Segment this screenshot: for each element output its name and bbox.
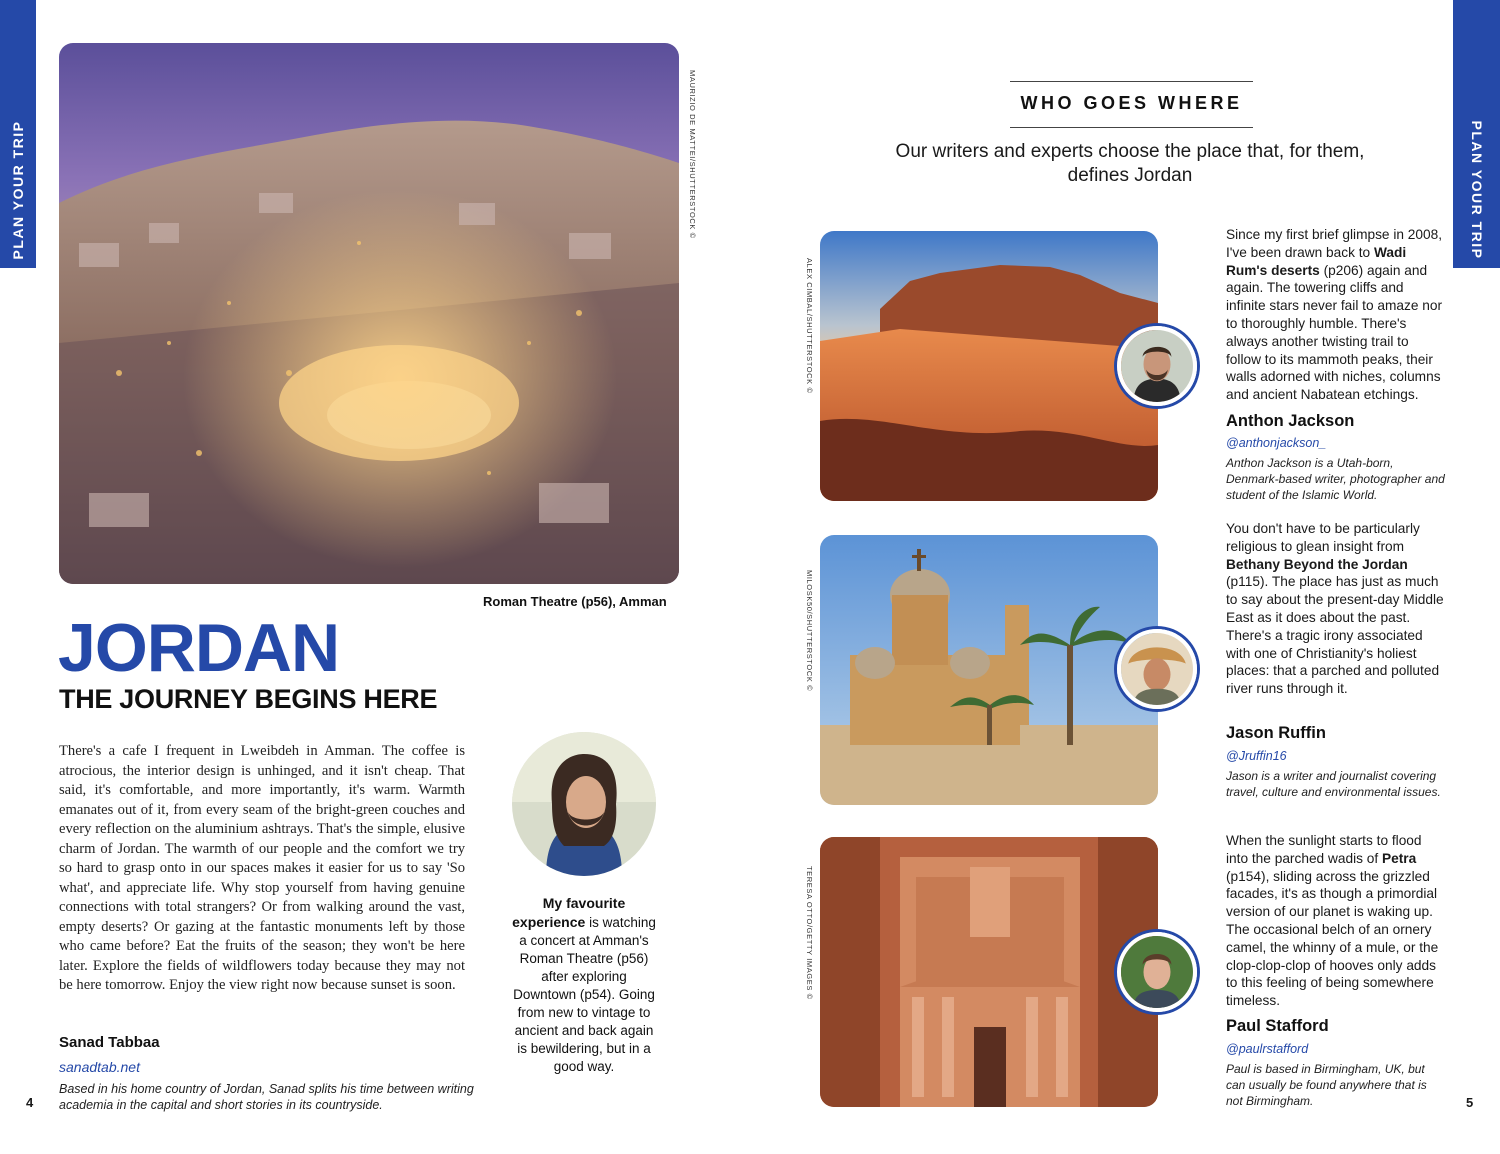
photo-credit: ALEX CIMBAL/SHUTTERSTOCK © xyxy=(805,258,814,394)
favourite-experience xyxy=(508,894,660,1076)
writer-handle-link[interactable]: @Jruffin16 xyxy=(1226,749,1287,763)
side-tab-label: PLAN YOUR TRIP xyxy=(10,120,26,260)
side-tab-left xyxy=(0,0,36,268)
photo-bethany-church xyxy=(820,535,1158,805)
blurb-text: (p154), sliding across the grizzled facades, it's as though a primordial version of our planet is waking up. The occasional belch of an ornery camel, the whinny of a mule, or the clop-clop-clop of hooves only adds to this feeling of being somewhere timeless. xyxy=(1226,868,1439,1009)
writer-name: Paul Stafford xyxy=(1226,1017,1329,1035)
writer-portrait-paul-stafford xyxy=(1117,932,1197,1012)
side-tab-label: PLAN YOUR TRIP xyxy=(1468,120,1485,260)
heading-rule-bottom xyxy=(1010,127,1253,128)
blurb-place: Petra xyxy=(1381,850,1417,866)
author-website-link[interactable]: sanadtab.net xyxy=(59,1059,140,1075)
blurb-place: Wadi Rum's deserts xyxy=(1226,244,1407,278)
blurb-text: (p115). The place has just as much to say about the present-day Middle East as it does about the past. There's a tragic irony associated with one of Christianity's holiest places: that a parched and polluted river runs through it. xyxy=(1226,574,1444,697)
favourite-text: is watching a concert at Amman's Roman Theatre (p56) after exploring Downtown (p54). Going from new to vintage to ancient and back again is bewildering, but in a good way. xyxy=(513,915,656,1074)
photo-credit: MILOSK50/SHUTTERSTOCK © xyxy=(805,570,814,692)
hero-photo-amman xyxy=(59,43,679,584)
page-number-left: 4 xyxy=(26,1095,34,1110)
section-subheading: Our writers and experts choose the place that, for them, defines Jordan xyxy=(895,141,1365,186)
writer-bio: Jason is a writer and journalist covering travel, culture and environmental issues. xyxy=(1226,769,1441,799)
side-tab-right xyxy=(1453,0,1500,268)
intro-essay: There's a cafe I frequent in Lweibdeh in Amman. The coffee is atrocious, the interior design is unhinged, and it isn't cheap. That said, it's comfortable, and more importantly, it's warm. Warmth emanates out of it, from every seam of the bright-green couches and every reflection on the aluminium ashtrays. That's the simple, elusive charm of Jordan. The warmth of our people and the comfort we try so hard to grasp onto in our spaces makes it easier for us to say 'So what', and appreciate life. Why stop yourself from having genuine connections with total strangers? Or from walking around the vast, empty deserts? Or gazing at the fantastic monuments left by those who came before? Eat the fruits of the season; they won't be here later. Explore the fields of wildflowers today because they may not be here tomorrow. Enjoy the view right now because sunset is soon. xyxy=(59,743,465,993)
page-title: JORDAN xyxy=(58,610,340,686)
writer-portrait-jason-ruffin xyxy=(1117,629,1197,709)
hero-caption: Roman Theatre (p56), Amman xyxy=(483,594,667,609)
blurb-text: Since my first brief glimpse in 2008, I've been drawn back to xyxy=(1226,227,1443,260)
photo-credit: TERESA OTTO/GETTY IMAGES © xyxy=(805,866,814,1000)
heading-rule-top xyxy=(1010,81,1253,82)
writer-blurb xyxy=(1226,520,1446,698)
author-bio: Based in his home country of Jordan, Sanad splits his time between writing academia in the capital and short stories in its countryside. xyxy=(59,1082,474,1112)
page-subtitle: THE JOURNEY BEGINS HERE xyxy=(59,684,438,714)
page-number-right: 5 xyxy=(1466,1095,1474,1110)
favourite-lead: My favourite experience xyxy=(512,895,626,930)
writer-bio: Anthon Jackson is a Utah-born, Denmark-based writer, photographer and student of the Islamic World. xyxy=(1226,456,1445,502)
writer-handle-link[interactable]: @anthonjackson_ xyxy=(1226,436,1327,450)
author-name: Sanad Tabbaa xyxy=(59,1034,160,1051)
writer-blurb xyxy=(1226,226,1446,404)
photo-credit: MAURIZIO DE MATTEI/SHUTTERSTOCK © xyxy=(688,70,697,239)
writer-handle-link[interactable]: @paulrstafford xyxy=(1226,1042,1309,1056)
writer-name: Anthon Jackson xyxy=(1226,412,1355,430)
blurb-text: You don't have to be particularly religious to glean insight from xyxy=(1226,521,1420,554)
blurb-text: (p206) again and again. The towering cliffs and infinite stars never fail to amaze nor to thoroughly humble. There's always another twisting trail to follow to its mammoth peaks, their walls adorned with niches, columns and ancient Nabatean etchings. xyxy=(1226,262,1443,403)
blurb-text: When the sunlight starts to flood into the parched wadis of xyxy=(1226,833,1422,866)
writer-bio: Paul is based in Birmingham, UK, but can usually be found anywhere that is not Birmingham. xyxy=(1226,1062,1427,1108)
photo-petra-treasury xyxy=(820,837,1158,1107)
writer-blurb xyxy=(1226,832,1446,1010)
blurb-place: Bethany Beyond the Jordan xyxy=(1226,556,1408,572)
writer-name: Jason Ruffin xyxy=(1226,724,1326,742)
author-portrait xyxy=(512,732,656,876)
section-heading: WHO GOES WHERE xyxy=(1020,93,1243,113)
photo-wadi-rum xyxy=(820,231,1158,501)
writer-portrait-anthon-jackson xyxy=(1117,326,1197,406)
